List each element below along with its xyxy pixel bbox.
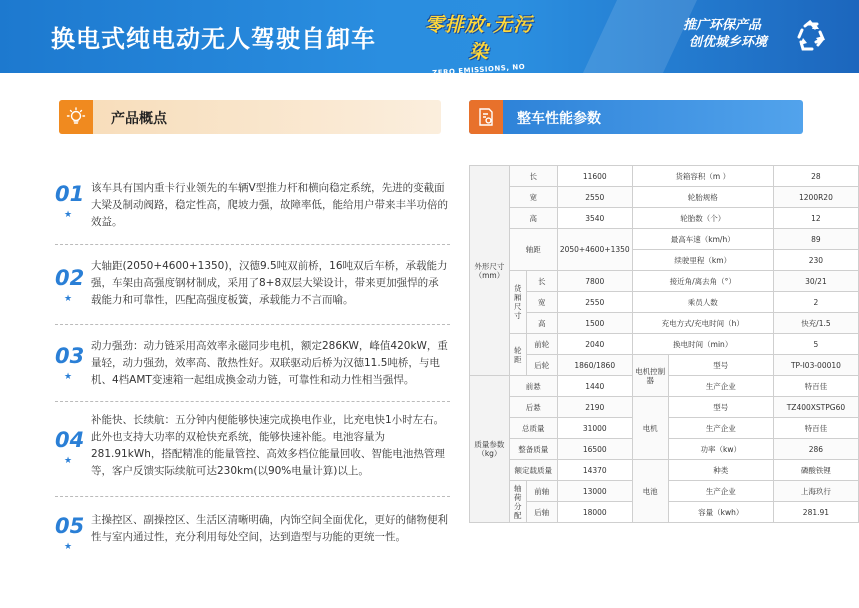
item-text: 动力强劲：动力链采用高效率永磁同步电机，额定286KW，峰值420kW，重量轻，动力强劲，效率高、散热性好。双联驱动后桥为汉德11.5吨桥，与电机、4档AMT变速箱一起组成換金动力链，可靠性和动力性相当强悍。 [91, 340, 448, 386]
group-battery: 电池 [632, 460, 668, 523]
product-highlights-header [59, 100, 441, 134]
row-value: 2040 [557, 334, 632, 355]
document-settings-icon [469, 100, 503, 134]
group-cargo-box: 货厢尺寸 [509, 271, 526, 334]
row-label: 宽 [509, 187, 557, 208]
row-value: 281.91 [773, 502, 858, 523]
table-row [470, 229, 859, 250]
item-text: 主操控区、副操控区、生活区清晰明确，内饰空间全面优化，更好的储物便利性与室内通过性，充分利用每处空间，达到造型与功能的更统一性。 [91, 514, 448, 543]
group-axle-load: 轴荷分配 [509, 481, 526, 523]
item-number: 04 [55, 428, 85, 452]
spec-table [469, 165, 859, 523]
row-label: 生产企业 [668, 418, 773, 439]
row-value: 2550 [557, 292, 632, 313]
row-label: 容量（kwh） [668, 502, 773, 523]
section-title-left: 产品概点 [111, 111, 167, 127]
row-label: 接近角/离去角（°） [632, 271, 773, 292]
wheelbase-label: 轴距 [509, 229, 557, 271]
row-value: 2 [773, 292, 858, 313]
divider [55, 496, 450, 497]
star-icon: ★ [64, 456, 73, 466]
row-value: 13000 [557, 481, 632, 502]
row-value: 16500 [557, 439, 632, 460]
star-icon: ★ [64, 542, 73, 552]
table-row [470, 208, 859, 229]
group-dimensions: 外形尺寸（mm） [470, 166, 510, 376]
row-label: 最高车速（km/h） [632, 229, 773, 250]
list-item [55, 412, 450, 484]
item-number: 02 [55, 266, 85, 290]
row-label: 轮胎数（个） [632, 208, 773, 229]
item-text: 补能快、长续航：五分钟内便能够快速完成换电作业，比充电快1小时左右。此外也支持大功率的双枪快充系统，能够快速补能。电池容量为281.91kWh，搭配精准的能量管控、高效多档位能量回收、智能电池热管理等，客户反馈实际续航可达230km(以90%电量计算)以上。 [91, 414, 445, 477]
table-row [470, 460, 859, 481]
row-label: 后悬 [509, 397, 557, 418]
table-row [470, 271, 859, 292]
zero-emission-badge [418, 6, 540, 84]
row-label: 后轴 [526, 502, 557, 523]
table-row [470, 355, 859, 376]
row-label: 乘员人数 [632, 292, 773, 313]
item-text: 大轴距(2050+4600+1350)，汉德9.5吨双前桥，16吨双后车桥，承载能力强，车架由高强度钢材制成，采用了8+8双层大梁设计，带来更加强悍的承载能力和可靠性，匹配高强度板簧，承载能力不言而喻。 [91, 260, 448, 306]
row-value: 1440 [557, 376, 632, 397]
row-value: 1860/1860 [557, 355, 632, 376]
page-title: 换电式纯电动无人驾驶自卸车 [51, 25, 376, 53]
item-number: 05 [55, 514, 85, 538]
row-value: 磷酸铁锂 [773, 460, 858, 481]
row-value: 1500 [557, 313, 632, 334]
row-value: 快充/1.5 [773, 313, 858, 334]
star-icon: ★ [64, 294, 73, 304]
badge-main-text: 零排放·无污染 [424, 14, 534, 63]
row-value: 3540 [557, 208, 632, 229]
row-label: 型号 [668, 355, 773, 376]
row-label: 总质量 [509, 418, 557, 439]
row-label: 功率（kw） [668, 439, 773, 460]
row-value: 286 [773, 439, 858, 460]
row-value: 31000 [557, 418, 632, 439]
group-mass: 质量参数（kg） [470, 376, 510, 523]
row-value: 89 [773, 229, 858, 250]
row-label: 后轮 [526, 355, 557, 376]
slogan [683, 17, 767, 51]
row-label: 充电方式/充电时间（h） [632, 313, 773, 334]
performance-params-header [469, 100, 803, 134]
row-label: 种类 [668, 460, 773, 481]
star-icon: ★ [64, 372, 73, 382]
row-label: 前轮 [526, 334, 557, 355]
slogan-line-2: 创优城乡环境 [689, 35, 768, 50]
row-label: 换电时间（min） [632, 334, 773, 355]
banner-decoration [583, 0, 697, 73]
header-banner [0, 0, 859, 84]
table-row [470, 187, 859, 208]
star-icon: ★ [64, 210, 73, 220]
table-row [470, 397, 859, 418]
divider [55, 401, 450, 402]
recycle-icon [792, 18, 828, 54]
table-row [470, 166, 859, 187]
list-item [55, 338, 450, 394]
slogan-line-1: 推广环保产品 [683, 18, 762, 33]
row-label: 前悬 [509, 376, 557, 397]
row-value: 上海玖行 [773, 481, 858, 502]
row-label: 生产企业 [668, 376, 773, 397]
row-value: TZ400XSTPG60 [773, 397, 858, 418]
lightbulb-icon [59, 100, 93, 134]
divider [55, 244, 450, 245]
item-number: 03 [55, 344, 85, 368]
group-motor: 电机 [632, 397, 668, 460]
item-number: 01 [55, 182, 85, 206]
row-label: 生产企业 [668, 481, 773, 502]
row-value: 12 [773, 208, 858, 229]
row-value: 2550 [557, 187, 632, 208]
row-value: 2190 [557, 397, 632, 418]
list-item [55, 180, 450, 240]
table-row [470, 292, 859, 313]
row-label: 续驶里程（km） [632, 250, 773, 271]
row-value: 11600 [557, 166, 632, 187]
group-motor-controller: 电机控制器 [632, 355, 668, 397]
row-label: 轮胎规格 [632, 187, 773, 208]
table-row [470, 313, 859, 334]
row-label: 货箱容积（m ） [632, 166, 773, 187]
row-value: 14370 [557, 460, 632, 481]
list-item [55, 258, 450, 318]
row-value: 18000 [557, 502, 632, 523]
row-label: 高 [509, 208, 557, 229]
row-label: 整备质量 [509, 439, 557, 460]
row-value: 230 [773, 250, 858, 271]
row-value: 28 [773, 166, 858, 187]
row-label: 型号 [668, 397, 773, 418]
row-value: 30/21 [773, 271, 858, 292]
row-label: 宽 [526, 292, 557, 313]
row-value: 5 [773, 334, 858, 355]
row-label: 前轴 [526, 481, 557, 502]
row-value: 7800 [557, 271, 632, 292]
group-track: 轮距 [509, 334, 526, 376]
badge-sub-text: ZERO EMISSIONS, NO POLLUTION [431, 62, 526, 84]
divider [55, 324, 450, 325]
row-value: 特百佳 [773, 418, 858, 439]
section-title-right: 整车性能参数 [517, 111, 601, 127]
item-text: 该车具有国内重卡行业领先的车辆V型推力杆和横向稳定系统，先进的变截面大梁及制动阀路，稳定性高，爬坡力强，故障率低，能给用户带来丰半功倍的效益。 [91, 182, 448, 228]
row-label: 额定载质量 [509, 460, 557, 481]
row-value: 特百佳 [773, 376, 858, 397]
list-item [55, 512, 450, 552]
row-value: 1200R20 [773, 187, 858, 208]
row-label: 长 [526, 271, 557, 292]
row-label: 高 [526, 313, 557, 334]
wheelbase-value: 2050+4600+1350 [557, 229, 632, 271]
table-row [470, 334, 859, 355]
row-label: 长 [509, 166, 557, 187]
row-value: TP-I03-00010 [773, 355, 858, 376]
